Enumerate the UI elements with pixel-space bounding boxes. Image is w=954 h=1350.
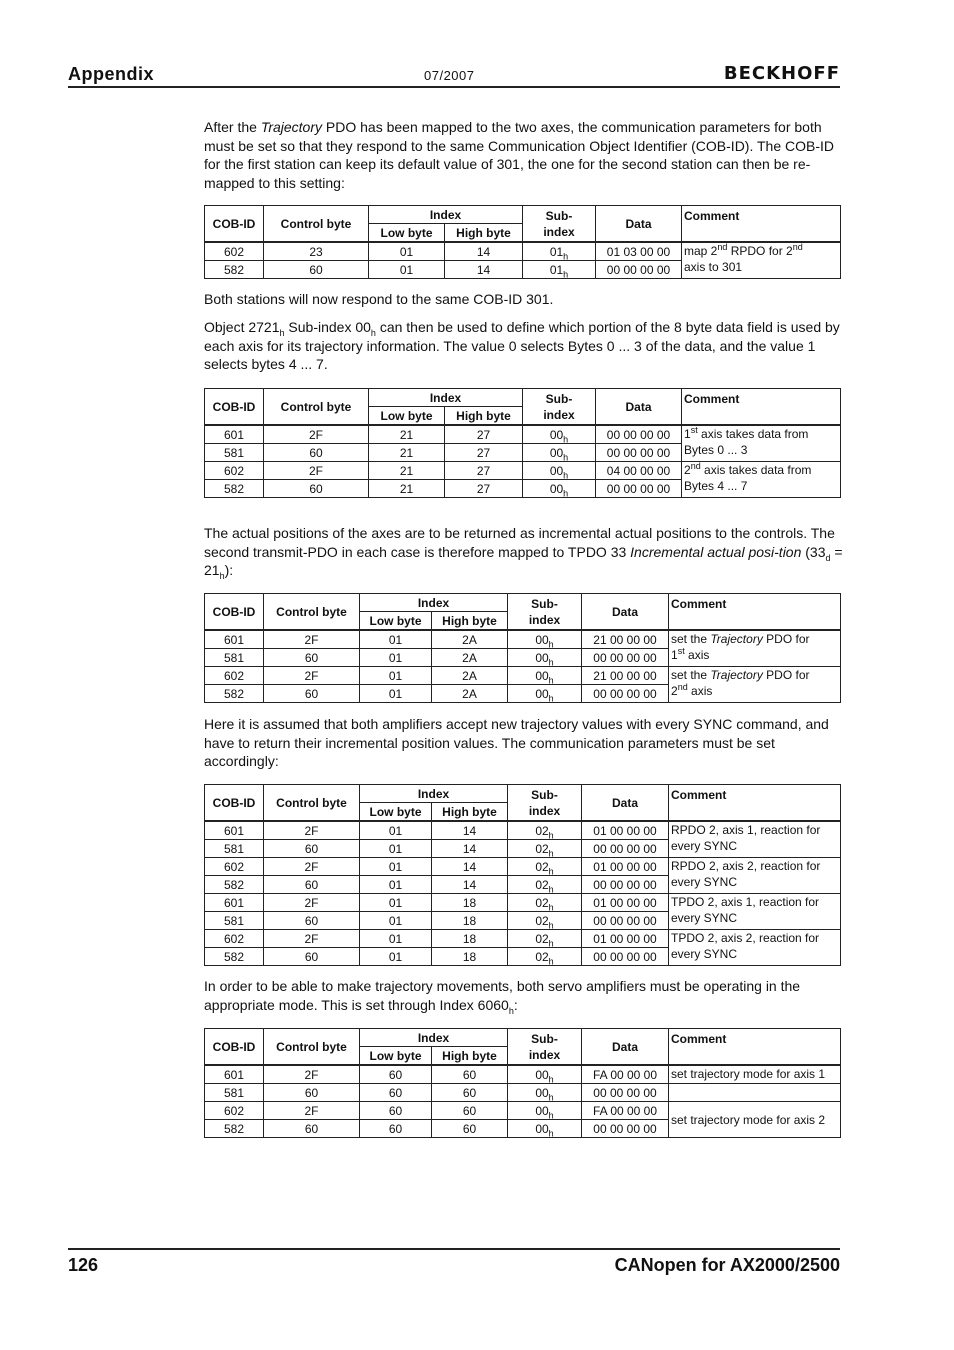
col-low-byte: Low byte	[360, 612, 432, 631]
col-control-byte: Control byte	[264, 206, 369, 243]
col-index: Index	[369, 206, 523, 224]
col-low-byte: Low byte	[360, 1047, 432, 1066]
table-row: 582 60 01 18 $02_h$ 00 00 00 00	[205, 948, 841, 966]
page-number: 126	[68, 1255, 99, 1275]
cob-table-5	[204, 1028, 841, 1138]
col-cob-id: COB-ID	[205, 594, 264, 631]
col-cob-id: COB-ID	[205, 785, 264, 822]
col-index: Index	[369, 389, 523, 407]
table-row: 582 60 01 2A $00_h$ 00 00 00 00	[205, 685, 841, 703]
table-row: 602 2F 01 14 $02_h$ 01 00 00 00 RPDO 2, axis 2, reaction for every SYNC	[205, 858, 841, 876]
col-high-byte: High byte	[432, 1047, 508, 1066]
col-sub-index: Sub- index	[508, 594, 582, 631]
table-row: 582 60 01 14 $01_h$ 00 00 00 00	[205, 261, 841, 279]
table-row: 602 2F 21 27 $00_h$ 04 00 00 00 2nd axis takes data from Bytes 4 ... 7	[205, 462, 841, 480]
table-row: 602 2F 01 2A $00_h$ 21 00 00 00 set the Trajectory PDO for 2nd axis	[205, 667, 841, 685]
section-title: Appendix	[68, 64, 155, 84]
col-sub-index: Sub- index	[523, 389, 596, 426]
table-row: 581 60 01 14 $02_h$ 00 00 00 00	[205, 840, 841, 858]
col-cob-id: COB-ID	[205, 1029, 264, 1066]
col-low-byte: Low byte	[369, 224, 445, 243]
header-date: 07/2007	[424, 68, 475, 83]
cob-table-3	[204, 593, 841, 703]
col-comment: Comment	[682, 389, 841, 426]
paragraph-intro: After the Trajectory PDO has been mapped to the two axes, the communication parameters for both must be set so that they respond to the same Communication Object Identifier (COB-ID). The COB-ID for the first station can keep its default value of 301, the one for the second station can then be re-mapped to this setting:	[204, 119, 834, 191]
col-high-byte: High byte	[432, 612, 508, 631]
table-row: 601 2F 21 27 $00_h$ 00 00 00 00 1st axis takes data from Bytes 0 ... 3	[205, 425, 841, 444]
col-data: Data	[582, 594, 669, 631]
col-comment: Comment	[669, 785, 841, 822]
col-sub-index: Sub- index	[508, 785, 582, 822]
col-comment: Comment	[669, 1029, 841, 1066]
col-cob-id: COB-ID	[205, 389, 264, 426]
table-row: 581 60 60 60 $00_h$ 00 00 00 00	[205, 1084, 841, 1102]
row-comment: 1st axis takes data from Bytes 0 ... 3	[682, 425, 841, 462]
paragraph-object-2721: Object $2721_h$ Sub-index $00_h$ can then be used to define which portion of the 8 byte data field is used by each axis for its trajectory information. The value 0 selects Bytes 0 ... 3 of the data, and the value 1 selects bytes 4 ... 7.	[204, 319, 840, 372]
row-comment: set trajectory mode for axis 2	[669, 1102, 841, 1138]
table-row: 582 60 01 14 $02_h$ 00 00 00 00	[205, 876, 841, 894]
col-sub-index: Sub- index	[523, 206, 596, 243]
col-data: Data	[596, 389, 682, 426]
col-control-byte: Control byte	[264, 389, 369, 426]
col-data: Data	[582, 785, 669, 822]
footer-divider	[68, 1248, 840, 1250]
paragraph-trajectory-mode: In order to be able to make trajectory movements, both servo amplifiers must be operating in the appropriate mode. This is set through Index $6060_h$:	[204, 978, 801, 1016]
header-divider	[68, 86, 840, 88]
table-row: 582 60 21 27 $00_h$ 00 00 00 00	[205, 480, 841, 498]
col-sub-index: Sub- index	[508, 1029, 582, 1066]
table-row: 601 2F 60 60 $00_h$ FA 00 00 00 set trajectory mode for axis 1	[205, 1065, 841, 1084]
row-comment: RPDO 2, axis 1, reaction for every SYNC	[669, 821, 841, 858]
cob-table-1	[204, 205, 841, 279]
table-row: 581 60 21 27 $00_h$ 00 00 00 00	[205, 444, 841, 462]
table-row: 602 2F 60 60 $00_h$ FA 00 00 00 set trajectory mode for axis 2	[205, 1102, 841, 1120]
col-comment: Comment	[682, 206, 841, 243]
cob-table-4	[204, 784, 841, 966]
paragraph-response: Both stations will now respond to the same COB-ID 301.	[204, 291, 554, 307]
col-high-byte: High byte	[432, 803, 508, 822]
col-low-byte: Low byte	[369, 407, 445, 426]
col-index: Index	[360, 1029, 508, 1047]
col-data: Data	[596, 206, 682, 243]
table-row: 602 23 01 14 $01_h$ 01 03 00 00 map 2nd RPDO for 2nd axis to 301	[205, 242, 841, 261]
table-row: 601 2F 01 14 $02_h$ 01 00 00 00 RPDO 2, axis 1, reaction for every SYNC	[205, 821, 841, 840]
table-row: 581 60 01 2A $00_h$ 00 00 00 00	[205, 649, 841, 667]
col-control-byte: Control byte	[264, 785, 360, 822]
row-comment: map 2nd RPDO for 2nd axis to 301	[682, 242, 841, 279]
col-control-byte: Control byte	[264, 594, 360, 631]
row-comment-empty	[669, 1084, 841, 1102]
row-comment: set trajectory mode for axis 1	[669, 1065, 841, 1084]
row-comment: set the Trajectory PDO for 2nd axis	[669, 667, 841, 703]
col-control-byte: Control byte	[264, 1029, 360, 1066]
col-high-byte: High byte	[445, 407, 523, 426]
row-comment: 2nd axis takes data from Bytes 4 ... 7	[682, 462, 841, 498]
row-comment: TPDO 2, axis 1, reaction for every SYNC	[669, 894, 841, 930]
row-comment: TPDO 2, axis 2, reaction for every SYNC	[669, 930, 841, 966]
paragraph-actual-positions: The actual positions of the axes are to be returned as incremental actual positions to the controls. The second transmit-PDO in each case is therefore mapped to TPDO 33 Incremental actual posi-tion $(33_d = 21_h)$:	[204, 525, 843, 581]
col-low-byte: Low byte	[360, 803, 432, 822]
row-comment: RPDO 2, axis 2, reaction for every SYNC	[669, 858, 841, 894]
col-cob-id: COB-ID	[205, 206, 264, 243]
document-title: CANopen for AX2000/2500	[614, 1255, 840, 1275]
cob-table-2	[204, 388, 841, 498]
table-row: 601 2F 01 18 $02_h$ 01 00 00 00 TPDO 2, axis 1, reaction for every SYNC	[205, 894, 841, 912]
col-comment: Comment	[669, 594, 841, 631]
col-data: Data	[582, 1029, 669, 1066]
table-row: 602 2F 01 18 $02_h$ 01 00 00 00 TPDO 2, axis 2, reaction for every SYNC	[205, 930, 841, 948]
table-row: 601 2F 01 2A $00_h$ 21 00 00 00 set the Trajectory PDO for 1st axis	[205, 630, 841, 649]
col-index: Index	[360, 785, 508, 803]
paragraph-sync: Here it is assumed that both amplifiers accept new trajectory values with every SYNC command, and have to return their incremental position values. The communication parameters must be set accordingly:	[204, 716, 829, 769]
table-row: 582 60 60 60 $00_h$ 00 00 00 00	[205, 1120, 841, 1138]
brand-logo: BECKHOFF	[723, 63, 840, 84]
row-comment: set the Trajectory PDO for 1st axis	[669, 630, 841, 667]
table-row: 581 60 01 18 $02_h$ 00 00 00 00	[205, 912, 841, 930]
col-index: Index	[360, 594, 508, 612]
col-high-byte: High byte	[445, 224, 523, 243]
